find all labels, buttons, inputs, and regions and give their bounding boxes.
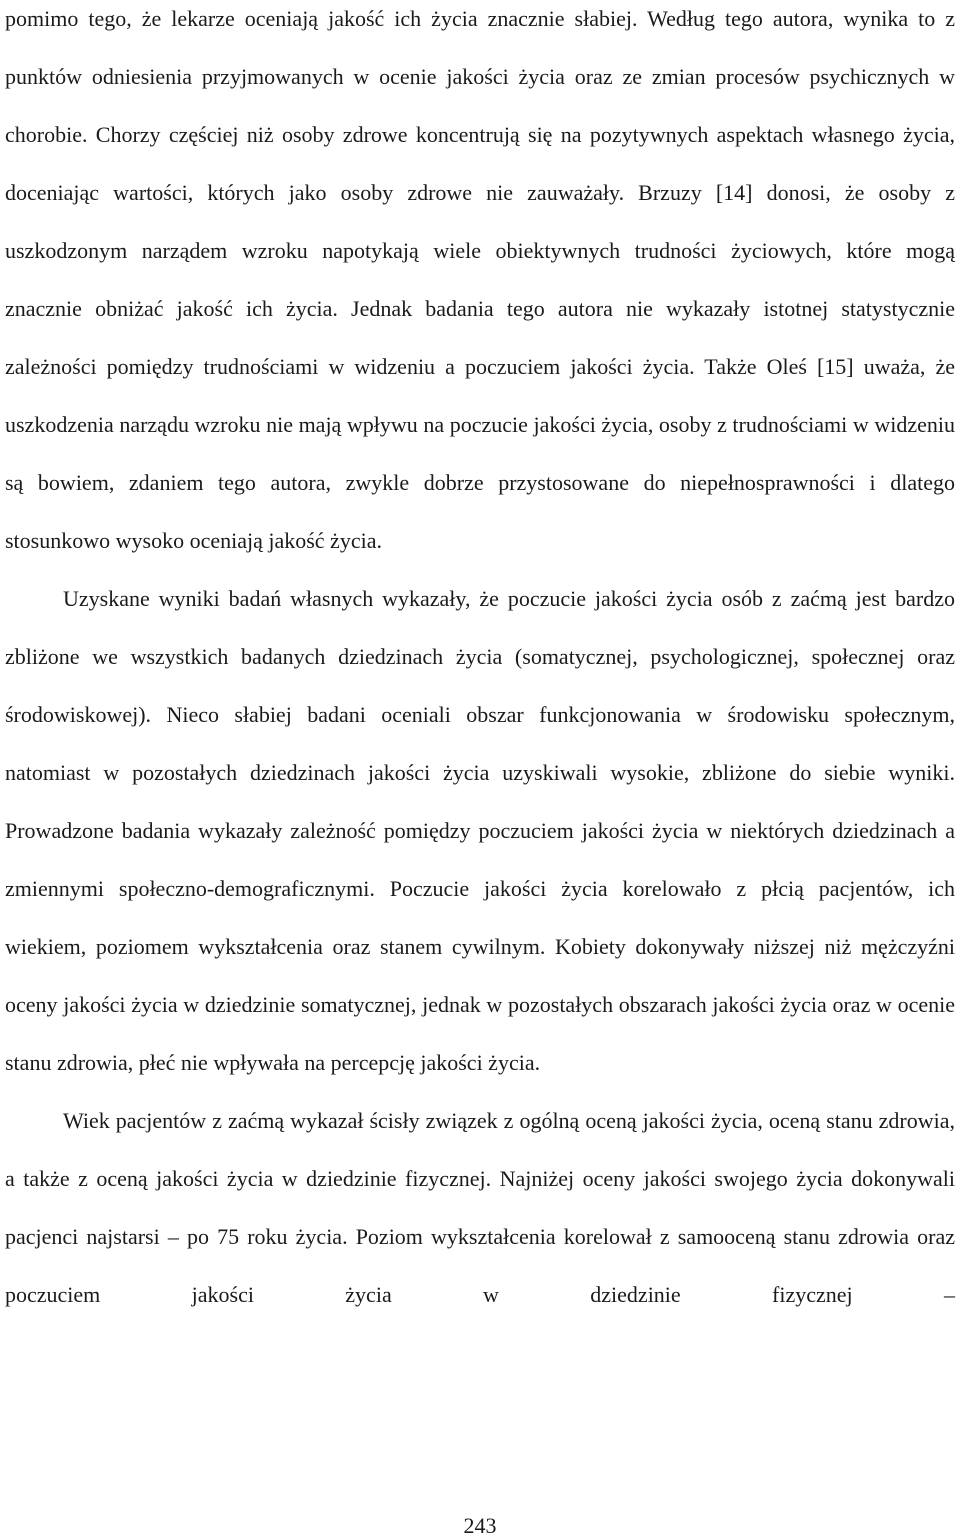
body-text — [5, 0, 955, 1324]
paragraph-2: Uzyskane wyniki badań własnych wykazały, że poczucie jakości życia osób z zaćmą jest bardzo zbliżone we wszystkich badanych dziedzinach życia (somatycznej, psychologicznej, społecznej oraz środowiskowej). Nieco słabiej badani oceniali obszar funkcjonowania w środowisku społecznym, natomiast w pozostałych dziedzinach jakości życia uzyskiwali wysokie, zbliżone do siebie wyniki. Prowadzone badania wykazały zależność pomiędzy poczuciem jakości życia w niektórych dziedzinach a zmiennymi społeczno-demograficznymi. Poczucie jakości życia korelowało z płcią pacjentów, ich wiekiem, poziomem wykształcenia oraz stanem cywilnym. Kobiety dokonywały niższej niż mężczyźni oceny jakości życia w dziedzinie somatycznej, jednak w pozostałych obszarach jakości życia oraz w ocenie stanu zdrowia, płeć nie wpływała na percepcję jakości życia. — [5, 586, 955, 1075]
paragraph-3: Wiek pacjentów z zaćmą wykazał ścisły związek z ogólną oceną jakości życia, oceną stanu zdrowia, a także z oceną jakości życia w dziedzinie fizycznej. Najniżej oceny jakości swojego życia dokonywali pacjenci najstarsi – po 75 roku życia. Poziom wykształcenia korelował z samooceną stanu zdrowia oraz poczuciem jakości życia w dziedzinie fizycznej – — [5, 1108, 955, 1307]
page-number: 243 — [463, 1513, 497, 1538]
paragraph-1: pomimo tego, że lekarze oceniają jakość ich życia znacznie słabiej. Według tego autora, wynika to z punktów odniesienia przyjmowanych w ocenie jakości życia oraz ze zmian procesów psychicznych w chorobie. Chorzy częściej niż osoby zdrowe koncentrują się na pozytywnych aspektach własnego życia, doceniając wartości, których jako osoby zdrowe nie zauważały. Brzuzy [14] donosi, że osoby z uszkodzonym narządem wzroku napotykają wiele obiektywnych trudności życiowych, które mogą znacznie obniżać jakość ich życia. Jednak badania tego autora nie wykazały istotnej statystycznie zależności pomiędzy trudnościami w widzeniu a poczuciem jakości życia. Także Oleś [15] uważa, że uszkodzenia narządu wzroku nie mają wpływu na poczucie jakości życia, osoby z trudnościami w widzeniu są bowiem, zdaniem tego autora, zwykle dobrze przystosowane do niepełnosprawności i dlatego stosunkowo wysoko oceniają jakość życia. — [5, 6, 955, 553]
